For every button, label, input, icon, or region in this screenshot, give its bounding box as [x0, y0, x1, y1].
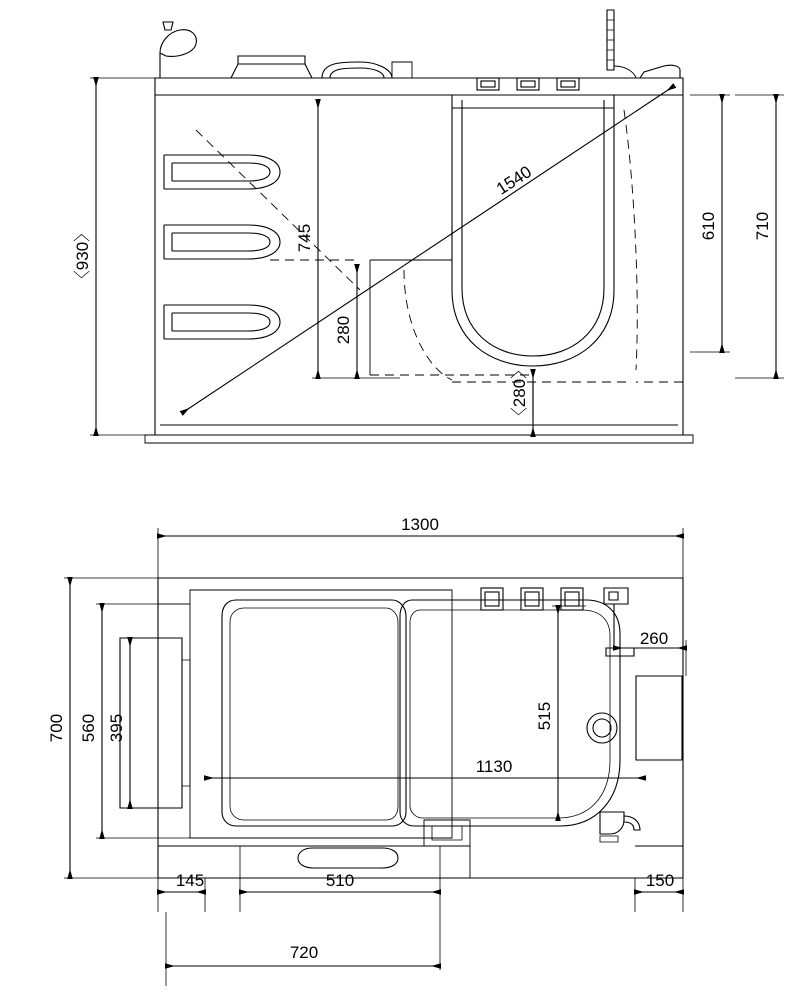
- dim-door-width: 510: [325, 871, 355, 890]
- dim-tub-height: 710: [753, 211, 772, 241]
- dim-fitting-offset: 260: [639, 629, 669, 648]
- dim-basin-width: 515: [535, 701, 554, 731]
- dim-inner-length: 1130: [475, 757, 513, 776]
- dim-seat-height: 745: [295, 223, 314, 253]
- dim-inner-width: 560: [79, 713, 98, 743]
- side-elevation-geometry: [145, 10, 693, 443]
- dim-overall-width: 700: [47, 713, 66, 743]
- dim-seat-width: 395: [107, 713, 126, 743]
- dim-right-offset: 150: [645, 871, 675, 890]
- dim-door-total: 720: [289, 943, 319, 962]
- dim-basin-depth: 610: [699, 211, 718, 241]
- top-plan-geometry: [120, 578, 683, 878]
- dim-overall-length: 1300: [401, 515, 439, 534]
- dimension-labels: [47, 162, 772, 962]
- dim-left-offset: 145: [175, 871, 205, 890]
- dim-height-overall: 〈930〉: [73, 224, 92, 288]
- dim-step-height: 280: [334, 315, 353, 345]
- top-plan-dimensions: [64, 528, 686, 986]
- dim-door-sill: 〈280〉: [510, 361, 529, 425]
- dim-diagonal-length: 1540: [492, 162, 536, 199]
